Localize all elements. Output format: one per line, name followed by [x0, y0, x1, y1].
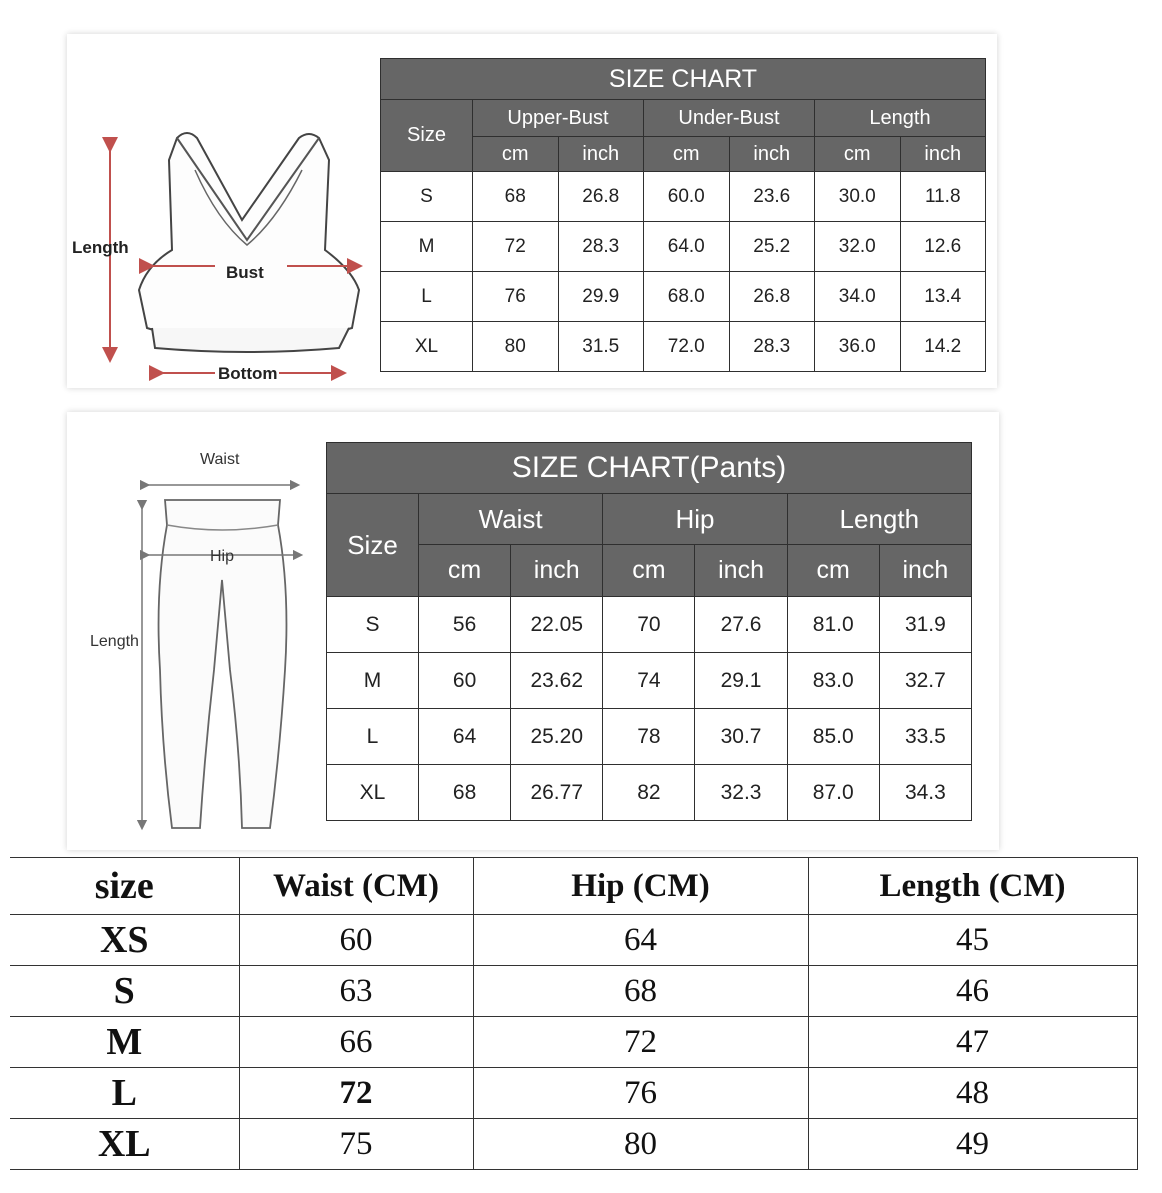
value-cell: 12.6 — [900, 222, 986, 272]
value-cell: 45 — [808, 915, 1137, 966]
value-cell: 72.0 — [644, 322, 730, 372]
value-cell: 78 — [603, 709, 695, 765]
size-cell: M — [327, 653, 419, 709]
value-cell: 60.0 — [644, 172, 730, 222]
value-cell: 32.3 — [695, 765, 787, 821]
value-cell: 28.3 — [729, 322, 815, 372]
unit-cell: inch — [879, 545, 971, 597]
value-cell: 46 — [808, 966, 1137, 1017]
table-row — [327, 709, 972, 765]
pants-size-table — [326, 442, 972, 821]
value-cell: 36.0 — [815, 322, 901, 372]
table-row — [10, 1017, 1137, 1068]
pants-group-length: Length — [787, 494, 971, 545]
value-cell: 34.3 — [879, 765, 971, 821]
value-cell: 72 — [473, 222, 559, 272]
value-cell: 68 — [473, 966, 808, 1017]
value-cell: 64 — [473, 915, 808, 966]
unit-cell: cm — [419, 545, 511, 597]
unit-cell: inch — [511, 545, 603, 597]
value-cell: 29.1 — [695, 653, 787, 709]
value-cell: 80 — [473, 1119, 808, 1170]
value-cell: 32.0 — [815, 222, 901, 272]
value-cell: 31.5 — [558, 322, 644, 372]
pants-diagram — [90, 470, 320, 840]
value-cell: 22.05 — [511, 597, 603, 653]
size-cell: XL — [327, 765, 419, 821]
size-cell: L — [381, 272, 473, 322]
size-cell: XL — [10, 1119, 239, 1170]
value-cell: 11.8 — [900, 172, 986, 222]
value-cell: 30.7 — [695, 709, 787, 765]
bra-size-table — [380, 58, 986, 372]
bra-length-label: Length — [72, 238, 129, 257]
value-cell: 64.0 — [644, 222, 730, 272]
value-cell: 25.2 — [729, 222, 815, 272]
value-cell: 47 — [808, 1017, 1137, 1068]
unit-cell: cm — [787, 545, 879, 597]
bra-table-title: SIZE CHART — [381, 59, 986, 100]
size-cell: XL — [381, 322, 473, 372]
unit-cell: inch — [558, 137, 644, 172]
value-cell: 66 — [239, 1017, 473, 1068]
simple-header-hip: Hip (CM) — [473, 858, 808, 915]
pants-group-waist: Waist — [419, 494, 603, 545]
value-cell: 26.8 — [729, 272, 815, 322]
value-cell: 64 — [419, 709, 511, 765]
value-cell: 33.5 — [879, 709, 971, 765]
value-cell: 31.9 — [879, 597, 971, 653]
value-cell: 49 — [808, 1119, 1137, 1170]
value-cell: 27.6 — [695, 597, 787, 653]
value-cell: 63 — [239, 966, 473, 1017]
value-cell: 23.6 — [729, 172, 815, 222]
value-cell: 26.77 — [511, 765, 603, 821]
table-row — [10, 1119, 1137, 1170]
simple-header-waist: Waist (CM) — [239, 858, 473, 915]
table-row — [10, 915, 1137, 966]
value-cell: 72 — [473, 1017, 808, 1068]
pants-group-hip: Hip — [603, 494, 787, 545]
value-cell: 60 — [239, 915, 473, 966]
value-cell: 28.3 — [558, 222, 644, 272]
value-cell: 85.0 — [787, 709, 879, 765]
pants-waist-label: Waist — [200, 451, 240, 468]
value-cell: 75 — [239, 1119, 473, 1170]
pants-size-header: Size — [327, 494, 419, 597]
value-cell: 26.8 — [558, 172, 644, 222]
simple-header-length: Length (CM) — [808, 858, 1137, 915]
unit-cell: inch — [695, 545, 787, 597]
value-cell: 81.0 — [787, 597, 879, 653]
value-cell: 80 — [473, 322, 559, 372]
value-cell: 34.0 — [815, 272, 901, 322]
pants-hip-label: Hip — [210, 548, 235, 565]
bra-bust-label: Bust — [226, 263, 264, 282]
value-cell: 82 — [603, 765, 695, 821]
unit-cell: cm — [473, 137, 559, 172]
value-cell: 87.0 — [787, 765, 879, 821]
bra-group-upper-bust: Upper-Bust — [473, 100, 644, 137]
size-cell: L — [10, 1068, 239, 1119]
table-row — [327, 765, 972, 821]
bra-size-header: Size — [381, 100, 473, 172]
value-cell: 74 — [603, 653, 695, 709]
size-cell: M — [381, 222, 473, 272]
value-cell: 30.0 — [815, 172, 901, 222]
value-cell: 60 — [419, 653, 511, 709]
value-cell: 68 — [419, 765, 511, 821]
size-cell: L — [327, 709, 419, 765]
simple-size-table — [10, 857, 1138, 1170]
table-row — [381, 222, 986, 272]
size-cell: S — [10, 966, 239, 1017]
bra-bottom-label: Bottom — [218, 364, 278, 383]
value-cell: 83.0 — [787, 653, 879, 709]
value-cell: 72 — [239, 1068, 473, 1119]
table-row — [327, 597, 972, 653]
table-row — [381, 272, 986, 322]
value-cell: 25.20 — [511, 709, 603, 765]
bra-group-length: Length — [815, 100, 986, 137]
value-cell: 76 — [473, 1068, 808, 1119]
unit-cell: cm — [815, 137, 901, 172]
bra-group-under-bust: Under-Bust — [644, 100, 815, 137]
value-cell: 13.4 — [900, 272, 986, 322]
value-cell: 76 — [473, 272, 559, 322]
value-cell: 29.9 — [558, 272, 644, 322]
size-cell: S — [327, 597, 419, 653]
simple-header-size: size — [10, 858, 239, 915]
table-row — [327, 653, 972, 709]
value-cell: 68 — [473, 172, 559, 222]
value-cell: 70 — [603, 597, 695, 653]
pants-length-label: Length — [90, 633, 139, 650]
size-cell: S — [381, 172, 473, 222]
value-cell: 32.7 — [879, 653, 971, 709]
value-cell: 68.0 — [644, 272, 730, 322]
table-row — [10, 1068, 1137, 1119]
value-cell: 48 — [808, 1068, 1137, 1119]
table-row — [10, 966, 1137, 1017]
value-cell: 56 — [419, 597, 511, 653]
table-row — [381, 322, 986, 372]
unit-cell: cm — [603, 545, 695, 597]
pants-table-title: SIZE CHART(Pants) — [327, 443, 972, 494]
table-row — [381, 172, 986, 222]
unit-cell: cm — [644, 137, 730, 172]
size-cell: XS — [10, 915, 239, 966]
value-cell: 14.2 — [900, 322, 986, 372]
size-cell: M — [10, 1017, 239, 1068]
unit-cell: inch — [729, 137, 815, 172]
unit-cell: inch — [900, 137, 986, 172]
value-cell: 23.62 — [511, 653, 603, 709]
